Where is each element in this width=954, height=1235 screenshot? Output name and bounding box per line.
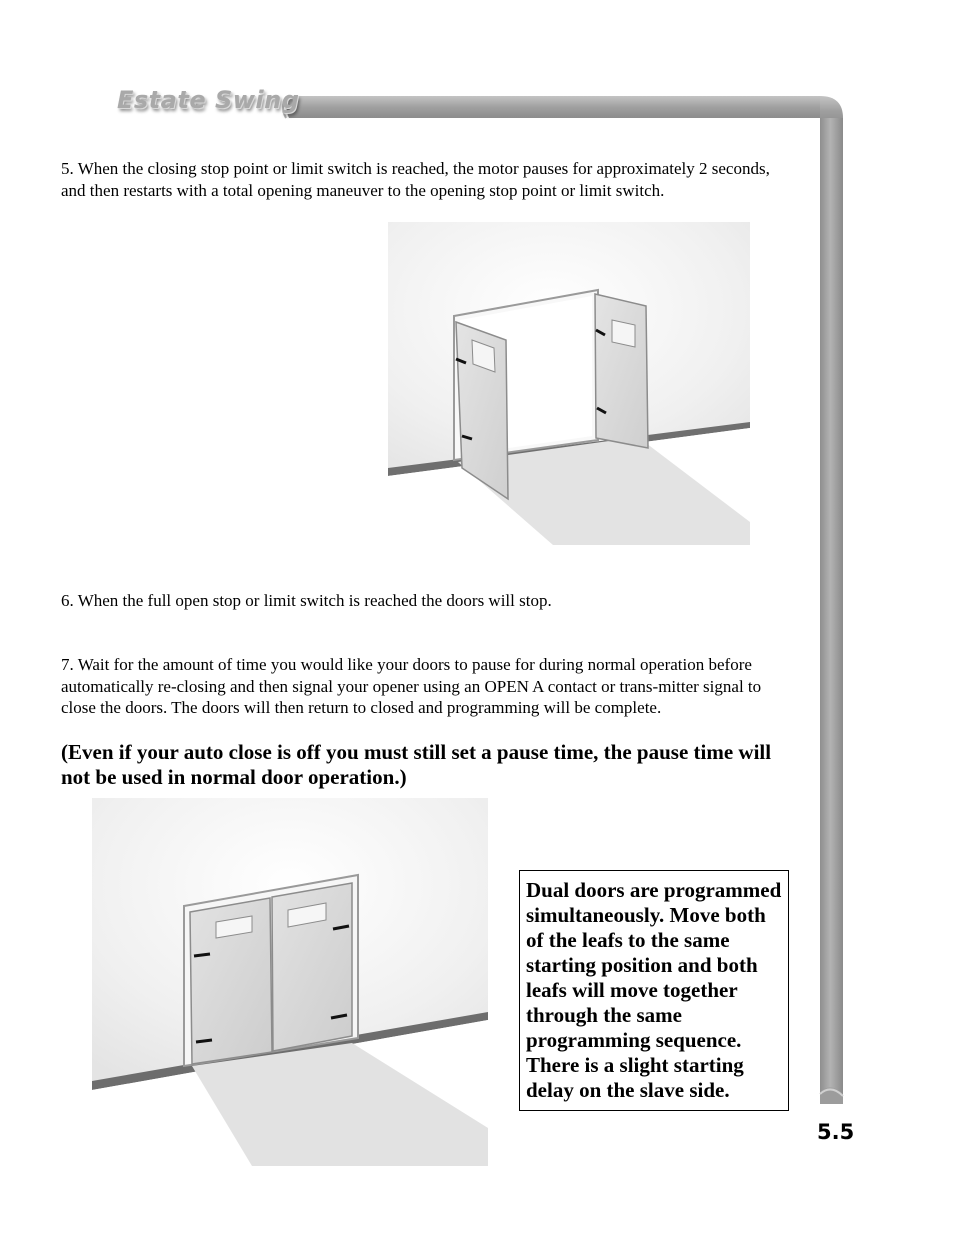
header-title: Estate Swing	[117, 86, 300, 114]
right-door-leaf	[595, 294, 648, 448]
page-number: 5.5	[817, 1120, 855, 1144]
step-7-text: 7. Wait for the amount of time you would like your doors to pause for during normal operation before automatically re-closing and then signal your opener using an OPEN A contact or trans-mitter signal to close the doors. The doors will then return to closed and programming will be complete.	[61, 655, 762, 717]
side-bar	[820, 118, 843, 1094]
open-doors-illustration	[388, 222, 750, 545]
step-6-text: 6. When the full open stop or limit switch is reached the doors will stop.	[61, 591, 552, 610]
pause-time-note: (Even if your auto close is off you must still set a pause time, the pause time will not be used in normal door operation.)	[61, 740, 772, 789]
closed-doors-illustration	[92, 798, 488, 1166]
header-bar	[287, 96, 821, 118]
dual-doors-note: Dual doors are programmed simultaneously. Move both of the leafs to the same starting position and both leafs will move together through the same programming sequence. There is a slight starting delay on the slave side.	[519, 870, 789, 1111]
step-5-text: 5. When the closing stop point or limit switch is reached, the motor pauses for approximately 2 seconds, and then restarts with a total opening maneuver to the opening stop point or limit switch.	[61, 159, 770, 200]
